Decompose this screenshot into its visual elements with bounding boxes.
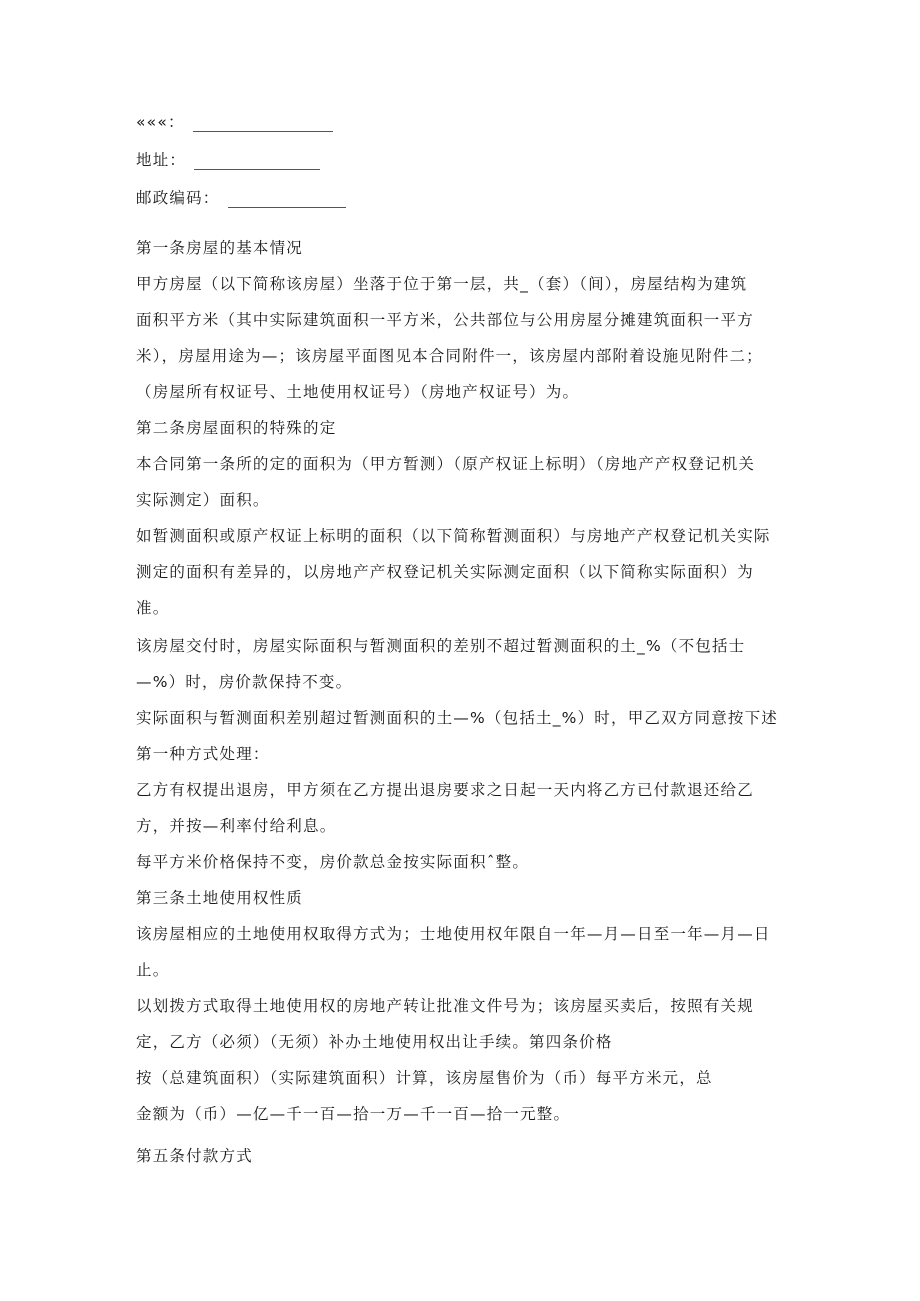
paragraph-line: 实际测定）面积。 [136, 491, 270, 509]
postal-code-field [136, 188, 346, 208]
article-3-heading: 第三条土地使用权性质 [136, 889, 304, 907]
paragraph-line: 该房屋交付时，房屋实际面积与暂测面积的差别不超过暂测面积的土_%（不包括士 [136, 637, 746, 655]
address-field-blank [194, 155, 320, 170]
paragraph-line: 止。 [136, 961, 170, 979]
paragraph-line: 测定的面积有差异的，以房地产产权登记机关实际测定面积（以下简称实际面积）为 [136, 563, 754, 581]
paragraph-line: —%）时，房价款保持不变。 [136, 673, 353, 691]
paragraph-line: 乙方有权提出退房，甲方须在乙方提出退房要求之日起一天内将乙方已付款退还给乙 [136, 781, 754, 799]
paragraph-line: 米），房屋用途为—；该房屋平面图见本合同附件一，该房屋内部附着设施见附件二； [136, 347, 763, 365]
address-field [136, 150, 320, 170]
paragraph-line: 第一种方式处理： [136, 745, 270, 763]
article-1-heading: 第一条房屋的基本情况 [136, 239, 304, 257]
article-2-heading: 第二条房屋面积的特殊的定 [136, 419, 337, 437]
paragraph-line: （房屋所有权证号、土地使用权证号）（房地产权证号）为。 [136, 383, 580, 401]
postal-code-field-blank [228, 193, 346, 208]
name-field-label: «««： [136, 113, 185, 131]
paragraph-line: 本合同第一条所的定的面积为（甲方暂测）（原产权证上标明）（房地产产权登记机关 [136, 455, 756, 473]
paragraph-line: 以划拨方式取得土地使用权的房地产转让批准文件号为；该房屋买卖后，按照有关规 [136, 997, 754, 1015]
paragraph-line: 面积平方米（其中实际建筑面积一平方米，公共部位与公用房屋分摊建筑面积一平方 [136, 311, 754, 329]
paragraph-line: 如暂测面积或原产权证上标明的面积（以下简称暂测面积）与房地产产权登记机关实际 [136, 527, 771, 545]
paragraph-line: 方，并按—利率付给利息。 [136, 817, 337, 835]
name-field-blank [193, 117, 333, 132]
name-field [136, 112, 333, 132]
address-field-label: 地址： [136, 151, 187, 169]
paragraph-line: 甲方房屋（以下简称该房屋）坐落于位于第一层，共_（套）（间），房屋结构为建筑 [136, 275, 748, 293]
paragraph-line: 准。 [136, 599, 170, 617]
article-5-heading: 第五条付款方式 [136, 1147, 253, 1165]
paragraph-line: 定，乙方（必须）（无须）补办土地使用权出让手续。第四条价格 [136, 1033, 613, 1051]
postal-code-field-label: 邮政编码： [136, 189, 220, 207]
paragraph-line: 金额为（币）—亿—千一百—拾一万—千一百—拾一元整。 [136, 1105, 571, 1123]
paragraph-line: 按（总建筑面积）（实际建筑面积）计算，该房屋售价为（币）每平方米元，总 [136, 1069, 713, 1087]
paragraph-line: 实际面积与暂测面积差别超过暂测面积的土—%（包括土_%）时，甲乙双方同意按下述 [136, 709, 779, 727]
paragraph-line: 该房屋相应的土地使用权取得方式为；士地使用权年限自一年—月—日至一年—月—日 [136, 925, 771, 943]
paragraph-line: 每平方米价格保持不变，房价款总金按实际面积ˆ整。 [136, 853, 530, 871]
